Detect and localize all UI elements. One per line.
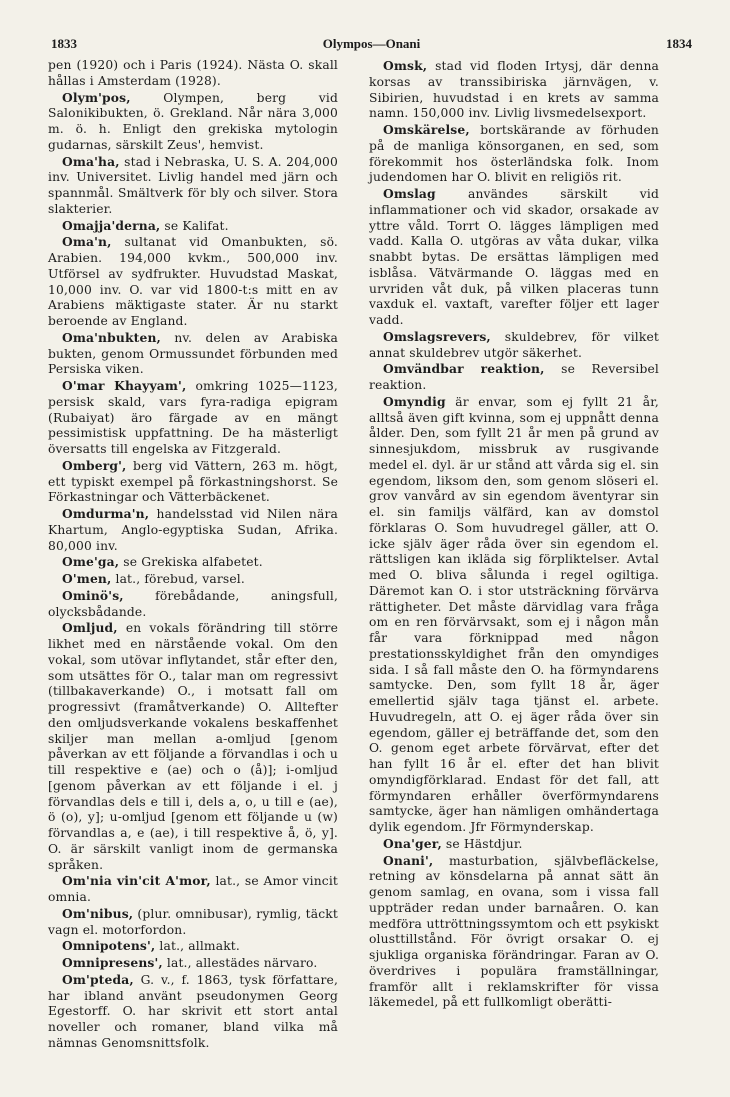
entry-text: se Kalifat. [160, 218, 229, 233]
entry-text: stad vid floden Irtysj, där denna korsas av transsibiriska järnvägen, v. Sibirien, huvudstad i en krets av samma namn. 150,000 inv. Livlig livsmedelsexport. [369, 59, 659, 121]
entry-headword: Ominö's, [62, 587, 124, 603]
entry-headword: Omyndig [383, 393, 446, 409]
entry-text: se Hästdjur. [441, 836, 523, 851]
entry-text: omkring 1025—1123, persisk skald, vars fyra-radiga epigram (Rubaiyat) äro färgade av en mängt pessimistisk uppfattning. De ha mästerligt översatts till engelska av Fitzgerald. [48, 379, 338, 456]
entry-text: förebådande, aningsfull, olycksbådande. [48, 588, 338, 619]
entry-text: Olympen, berg vid Salonikibukten, ö. Grekland. Når nära 3,000 m. ö. h. Enligt den grekiska mytologin gudarnas, särskilt Zeus', hemvist. [48, 90, 338, 152]
entry-headword: Omberg', [62, 457, 127, 473]
entry-headword: Omsk, [383, 58, 428, 73]
running-title: Olympos—Onani [322, 36, 421, 51]
entry-text: en vokals förändring till större likhet med en närstående vokal. Om den vokal, som utövar inflytandet, står efter den, som utsättes för O., talar man om regressivt (tillbakaverkande) O., i motsatt fall om progressivt (framåtverkande) O. Alltefter den omljudsverkande vokalens beskaffenhet skiljer man mellan a-omljud [genom påverkan av ett följande a förvandlas i och u till respektive e (ae) och o (å)]; i-omljud [genom påverkan av ett följande i el. j förvandlas dels e till i, dels a, o, u till e (ae), ö (o), y]; u-omljud [genom ett följande u (w) förvandlas a, e (ae), i till respektive å, ö, y]. O. är särskilt vanligt inom de germanska språken. [48, 621, 338, 872]
dictionary-entry [369, 394, 659, 836]
entry-text: är envar, som ej fyllt 21 år, alltså även gift kvinna, som ej uppnått denna ålder. Den, som fyllt 21 år men på grund av sinnesjukdom, missbruk av rusgivande medel el. dyl. är ur stånd att vårda sig el. sin egendom, liksom den, som genom slöseri el. grov vanvård av sin egendom äventyrar sin el. sin familjs välfärd, kan av domstol förklaras O. Som huvudregel gäller, att O. icke själv äger råda över sin egendom el. rättsligen kan ikläda sig förpliktelser. Avtal med O. bliva sålunda i regel ogiltiga. Däremot kan O. i stor utsträckning förvärva rättigheter. Det måste därvidlag vara fråga om en ren förvärvsakt, som ej i någon mån får vara förknippad med någon prestationsskyldighet från den omyndiges sida. I så fall måste den O. ha förmyndarens samtycke. Den, som fyllt 18 år, äger emellertid själv taga tjänst el. arbete. Huvudregeln, att O. ej äger råda över sin egendom, gäller ej beträffande det, som den O. genom eget arbete förvärvat, efter det han fyllt 16 år el. efter det han blivit omyndigförklarad. Endast för det fall, att förmyndaren erhåller överförmyndarens samtycke, äger han nämligen omhändertaga dylik egendom. Jfr Förmynderskap. [369, 394, 659, 834]
entry-headword: Olym'pos, [62, 89, 131, 105]
entry-text: sultanat vid Omanbukten, sö. Arabien. 194,000 kvkm., 500,000 inv. Utförsel av sydfrukter. Huvudstad Maskat, 10,000 inv. O. var vid 1800-t:s mitt en av Arabiens mäktigaste stater. Är nu starkt beroende av England. [48, 235, 338, 328]
entry-text: lat., se Amor vincit omnia. [48, 874, 339, 904]
entry-text: skuldebrev, för vilket annat skuldebrev utgör säkerhet. [369, 329, 659, 360]
page-header [51, 36, 692, 54]
dictionary-entry [369, 186, 659, 329]
dictionary-entry [369, 122, 659, 186]
entry-headword: Om'nia vin'cit A'mor, [62, 873, 211, 889]
right-column [369, 58, 659, 1011]
dictionary-entry [48, 234, 338, 330]
entry-headword: Oma'nbukten, [62, 329, 161, 345]
entry-headword: Onani', [383, 852, 434, 868]
entry-headword: Omskärelse, [383, 122, 470, 137]
dictionary-entry [48, 873, 338, 906]
entry-text: se Grekiska alfabetet. [119, 555, 263, 570]
dictionary-entry [369, 58, 659, 122]
entry-headword: Omslagsrevers, [383, 328, 491, 344]
entry-headword: O'mar Khayyam', [62, 378, 187, 393]
entry-headword: Omslag [383, 186, 436, 201]
entry-text: G. v., f. 1863, tysk författare, har ibland använt pseudonymen Georg Egestorff. O. har skrivit ett stort antal noveller och romaner, bland vilka må nämnas Genomsnittsfolk. [48, 972, 338, 1050]
entry-headword: Omdurma'n, [62, 506, 150, 521]
entry-headword: Omljud, [62, 620, 118, 636]
entry-headword: Oma'ha, [62, 153, 120, 169]
dictionary-entry [48, 154, 338, 218]
entry-text: handelsstad vid Nilen nära Khartum, Anglo-egyptiska Sudan, Afrika. 80,000 inv. [48, 507, 338, 553]
dictionary-entry [48, 90, 338, 154]
entry-text: användes särskilt vid inflammationer och vid skador, orsakade av yttre våld. Torrt O. lägges lämpligen med vadd. Kalla O. utgöras av våta dukar, vilka snabbt bytas. De ersättas lämpligen med isblåsa. Vätvärmande O. läggas med en urvriden våt duk, på vilken placeras tunn vaxduk el. vaxtaft, varefter följer ett lager vadd. [369, 187, 659, 327]
dictionary-entry [48, 938, 338, 955]
entry-text: lat., allmakt. [155, 939, 240, 954]
page-number-right: 1834 [666, 36, 692, 51]
entry-text: stad i Nebraska, U. S. A. 204,000 inv. Universitet. Livlig handel med järn och spannmål. Smältverk för bly och silver. Stora slakterier. [48, 154, 338, 216]
page-number-left: 1833 [51, 36, 77, 51]
dictionary-entry [48, 588, 338, 621]
dictionary-entry [48, 330, 338, 378]
dictionary-entry [369, 361, 659, 394]
entry-text: lat., förebud, varsel. [111, 572, 245, 586]
entry-text: lat., allestädes närvaro. [162, 956, 318, 970]
dictionary-entry [48, 955, 338, 972]
entry-text: nv. delen av Arabiska bukten, genom Ormussundet förbunden med Persiska viken. [48, 330, 338, 377]
entry-headword: Omnipotens', [62, 938, 156, 954]
entry-headword: Oma'n, [62, 234, 112, 250]
dictionary-entry [48, 58, 338, 90]
dictionary-entry [369, 836, 659, 853]
entry-text: (plur. omnibusar), rymlig, täckt vagn el. motorfordon. [48, 906, 338, 937]
dictionary-entry [48, 571, 338, 588]
dictionary-entry [48, 218, 338, 235]
entry-text: se Reversibel reaktion. [369, 362, 659, 392]
entry-headword: Ona'ger, [383, 835, 442, 851]
dictionary-entry [369, 853, 659, 1012]
dictionary-entry [48, 554, 338, 571]
dictionary-entry [369, 329, 659, 362]
entry-text: bortskärande av förhuden på de manliga könsorganen, en sed, som förekommit hos österländska folk. Inom judendomen har O. blivit en religiös rit. [369, 123, 659, 185]
entry-text: pen (1920) och i Paris (1924). Nästa O. skall hållas i Amsterdam (1928). [48, 58, 338, 88]
dictionary-entry [48, 906, 338, 939]
entry-text: masturbation, självbefläckelse, retning av könsdelarna på annat sätt än genom samlag, en ovana, som i vissa fall uppträder redan under barnaåren. O. kan medföra uttröttningssymtom och ett psykiskt olusttillstånd. För övrigt orsakar O. ej sjukliga organiska förändringar. Faran av O. överdrives i populära framställningar, framför allt i reklamskrifter för vissa läkemedel, på ett fullkomligt oberätti- [369, 853, 659, 1010]
dictionary-entry [48, 972, 338, 1052]
entry-headword: Omvändbar reaktion, [383, 361, 545, 377]
entry-headword: O'men, [62, 571, 112, 586]
entry-headword: Om'pteda, [62, 971, 134, 987]
left-column [48, 58, 338, 1052]
dictionary-entry [48, 458, 338, 506]
dictionary-entry [48, 506, 338, 554]
entry-headword: Om'nibus, [62, 905, 134, 921]
entry-headword: Ome'ga, [62, 554, 120, 570]
entry-text: berg vid Vättern, 263 m. högt, ett typiskt exempel på förkastningshorst. Se Förkastningar och Vätterbäckenet. [48, 458, 338, 505]
entry-headword: Omnipresens', [62, 955, 163, 970]
entry-headword: Omajja'derna, [62, 217, 161, 233]
dictionary-entry [48, 620, 338, 873]
dictionary-entry [48, 378, 338, 458]
